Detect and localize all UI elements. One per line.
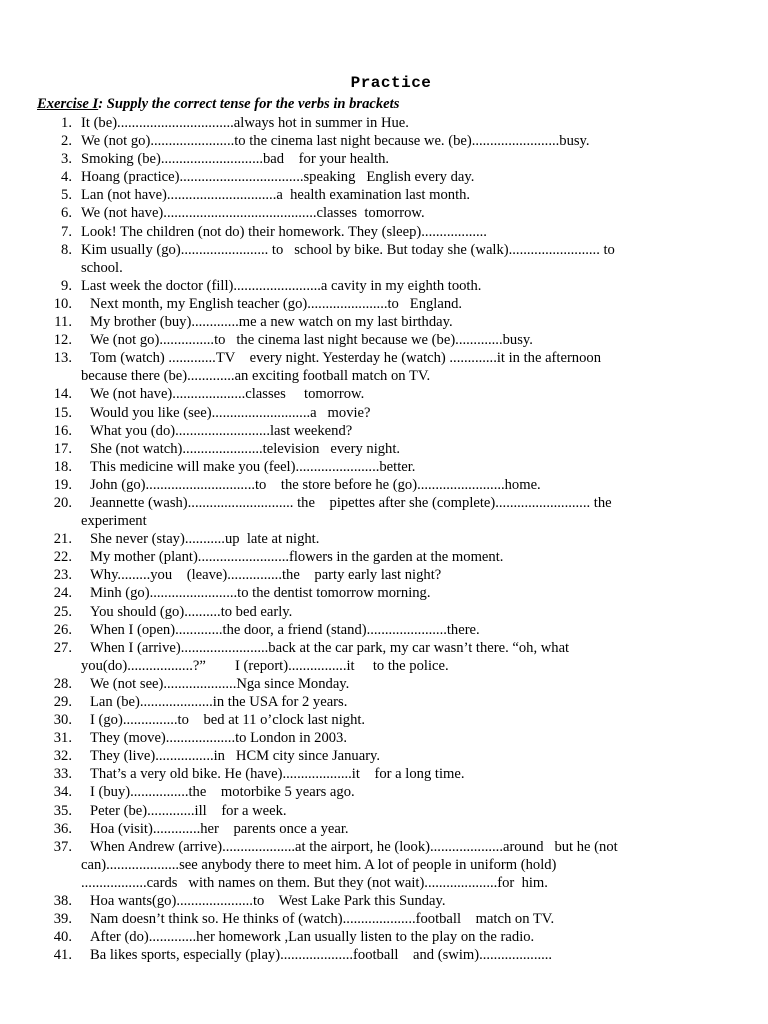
item-text: Last week the doctor (fill)........................a cavity in my eighth tooth.	[81, 277, 482, 294]
exercise-item	[0, 277, 768, 295]
item-text: Lan (be)....................in the USA for 2 years.	[90, 694, 348, 710]
item-number: 33.	[53, 766, 72, 783]
exercise-item	[0, 385, 768, 403]
exercise-label: Exercise I	[37, 96, 99, 112]
item-text: Peter (be).............ill for a week.	[90, 802, 287, 819]
exercise-item	[0, 349, 768, 367]
exercise-item	[0, 168, 768, 186]
item-text: When Andrew (arrive)....................at the airport, he (look)....................around but he (not	[90, 838, 618, 855]
item-number: 2.	[61, 133, 72, 150]
item-number: 5.	[61, 187, 72, 204]
exercise-item	[0, 693, 768, 711]
item-number: 14.	[53, 386, 72, 403]
item-number: 41.	[53, 947, 72, 964]
exercise-item	[0, 892, 768, 910]
item-continuation	[0, 657, 768, 675]
exercise-item	[0, 132, 768, 150]
exercise-item	[0, 838, 768, 856]
item-text: John (go)..............................to the store before he (go)........................home.	[90, 476, 541, 493]
item-number: 17.	[53, 440, 72, 457]
item-text: Would you like (see)...........................a movie?	[90, 404, 371, 421]
item-number: 19.	[53, 476, 72, 493]
item-text: experiment	[81, 513, 147, 530]
exercise-item	[0, 639, 768, 657]
item-number: 31.	[53, 730, 72, 747]
item-text: She never (stay)...........up late at night.	[90, 531, 320, 548]
exercise-item	[0, 946, 768, 964]
item-number: 25.	[53, 603, 72, 620]
item-text: It (be)................................always hot in summer in Hue.	[81, 115, 409, 131]
exercise-item	[0, 241, 768, 259]
item-text: My brother (buy).............me a new watch on my last birthday.	[90, 314, 453, 331]
page-title: Practice	[350, 74, 432, 92]
item-number: 15.	[53, 404, 72, 421]
exercise-item	[0, 458, 768, 476]
exercise-item	[0, 566, 768, 584]
item-text: She (not watch)......................television every night.	[90, 440, 401, 457]
item-number: 22.	[53, 549, 72, 566]
exercise-item	[0, 313, 768, 331]
item-text: because there (be).............an exciting football match on TV.	[81, 368, 431, 385]
item-number: 3.	[61, 151, 72, 168]
item-text: They (live)................in HCM city since January.	[90, 748, 381, 765]
item-continuation	[0, 874, 768, 892]
exercise-item	[0, 910, 768, 928]
exercise-item	[0, 584, 768, 602]
exercise-item	[0, 548, 768, 566]
item-text: Lan (not have)..............................a health examination last month.	[81, 187, 471, 204]
item-number: 16.	[53, 422, 72, 439]
item-number: 37.	[53, 838, 72, 855]
item-number: 40.	[53, 929, 72, 946]
exercise-item	[0, 494, 768, 512]
item-number: 20.	[53, 494, 72, 511]
exercise-item	[0, 783, 768, 801]
item-number: 26.	[53, 621, 72, 638]
item-number: 28.	[53, 675, 72, 692]
item-text: After (do).............her homework ,Lan usually listen to the play on the radio.	[90, 929, 535, 946]
item-number: 21.	[53, 531, 72, 548]
item-text: Look! The children (not do) their homework. They (sleep)..................	[81, 223, 487, 240]
item-number: 35.	[53, 802, 72, 819]
exercise-item	[0, 150, 768, 168]
item-text: When I (open).............the door, a friend (stand)......................there.	[90, 621, 480, 638]
item-number: 34.	[53, 784, 72, 801]
item-number: 8.	[61, 241, 72, 258]
item-text: That’s a very old bike. He (have)...................it for a long time.	[90, 766, 465, 783]
item-text: ..................cards with names on them. But they (not wait)....................for him.	[81, 874, 548, 891]
item-text: school.	[81, 259, 123, 276]
exercise-item	[0, 404, 768, 422]
exercise-item	[0, 729, 768, 747]
item-text: We (not go).......................to the cinema last night because we. (be)........................busy.	[81, 133, 590, 150]
item-text: Tom (watch) .............TV every night. Yesterday he (watch) .............it in the afternoon	[90, 350, 601, 367]
item-text: Minh (go)........................to the dentist tomorrow morning.	[90, 585, 431, 602]
exercise-item	[0, 711, 768, 729]
exercise-item	[0, 331, 768, 349]
item-number: 39.	[53, 911, 72, 928]
exercise-item	[0, 802, 768, 820]
item-text: Ba likes sports, especially (play)....................football and (swim)....................	[90, 947, 553, 964]
item-number: 18.	[53, 458, 72, 475]
exercise-item	[0, 476, 768, 494]
item-text: Kim usually (go)........................ to school by bike. But today she (walk)......................... to	[81, 241, 615, 258]
item-text: We (not go)...............to the cinema last night because we (be).............busy.	[90, 332, 533, 349]
item-continuation	[0, 856, 768, 874]
item-number: 9.	[61, 277, 72, 294]
item-number: 13.	[53, 350, 72, 367]
exercise-item	[0, 765, 768, 783]
item-text: When I (arrive)........................back at the car park, my car wasn’t there. “oh, what	[90, 639, 570, 656]
item-text: What you (do)..........................last weekend?	[90, 422, 353, 439]
item-text: Hoa (visit).............her parents once a year.	[90, 820, 349, 837]
item-number: 6.	[61, 205, 72, 222]
item-text: This medicine will make you (feel).......................better.	[90, 458, 416, 475]
exercise-item	[0, 675, 768, 693]
exercise-item	[0, 223, 768, 241]
item-text: Hoa wants(go).....................to West Lake Park this Sunday.	[90, 893, 446, 910]
item-number: 12.	[53, 332, 72, 349]
item-text: You should (go)..........to bed early.	[90, 603, 293, 620]
item-number: 27.	[53, 639, 72, 656]
exercise-item	[0, 928, 768, 946]
exercise-item	[0, 820, 768, 838]
item-text: We (not have)..........................................classes tomorrow.	[81, 205, 425, 222]
item-text: Hoang (practice)..................................speaking English every day.	[81, 169, 475, 186]
exercise-item	[0, 295, 768, 313]
item-continuation	[0, 259, 768, 277]
exercise-item	[0, 621, 768, 639]
exercise-item	[0, 603, 768, 621]
item-text: I (go)...............to bed at 11 o’clock last night.	[90, 712, 366, 729]
item-text: I (buy)................the motorbike 5 years ago.	[90, 784, 355, 801]
item-number: 4.	[61, 169, 72, 186]
item-text: My mother (plant).........................flowers in the garden at the moment.	[90, 549, 504, 566]
item-text: you(do)..................?” I (report)................it to the police.	[81, 657, 449, 674]
item-number: 24.	[53, 585, 72, 602]
item-text: We (not have)....................classes tomorrow.	[90, 386, 365, 403]
item-text: We (not see)....................Nga since Monday.	[90, 675, 350, 692]
item-number: 11.	[54, 314, 72, 331]
item-continuation	[0, 367, 768, 385]
exercise-item	[0, 530, 768, 548]
exercise-item	[0, 114, 768, 132]
exercise-heading	[37, 96, 399, 113]
item-text: Nam doesn’t think so. He thinks of (watch)....................football match on TV.	[90, 911, 555, 928]
item-number: 36.	[53, 820, 72, 837]
exercise-item	[0, 186, 768, 204]
item-number: 1.	[61, 115, 72, 131]
exercise-list	[0, 114, 768, 964]
exercise-instruction: : Supply the correct tense for the verbs in brackets	[98, 96, 400, 112]
item-number: 29.	[53, 694, 72, 710]
item-text: Smoking (be)............................bad for your health.	[81, 151, 390, 168]
item-number: 7.	[61, 223, 72, 240]
item-text: Why.........you (leave)...............the party early last night?	[90, 567, 442, 584]
exercise-item	[0, 440, 768, 458]
item-number: 32.	[53, 748, 72, 765]
exercise-item	[0, 204, 768, 222]
item-number: 38.	[53, 893, 72, 910]
item-number: 23.	[53, 567, 72, 584]
exercise-item	[0, 747, 768, 765]
item-text: Jeannette (wash)............................. the pipettes after she (complete).......................... the	[90, 494, 612, 511]
exercise-item	[0, 422, 768, 440]
item-number: 10.	[53, 295, 72, 312]
item-text: They (move)...................to London in 2003.	[90, 730, 347, 747]
item-text: Next month, my English teacher (go)......................to England.	[90, 295, 463, 312]
item-number: 30.	[53, 712, 72, 729]
item-continuation	[0, 512, 768, 530]
item-text: can)....................see anybody there to meet him. A lot of people in uniform (hold)	[81, 856, 557, 873]
